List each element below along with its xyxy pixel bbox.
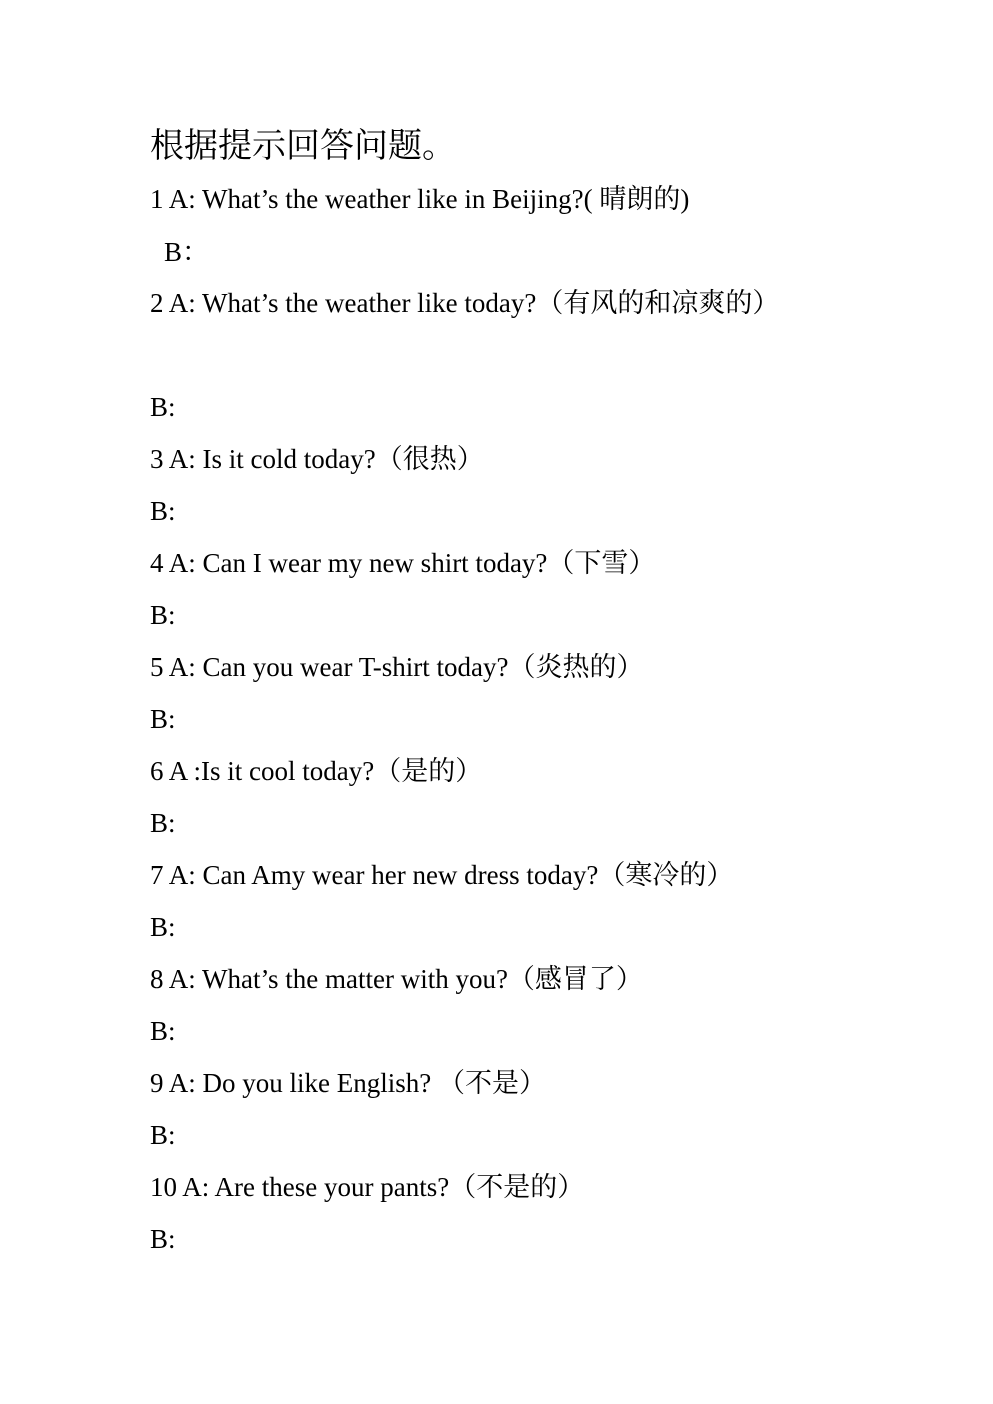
answer-9: B: [150,1120,176,1150]
answer-1: B： [164,237,210,267]
question-7: 7 A: Can Amy wear her new dress today?（寒冷的） [150,860,734,890]
answer-6: B: [150,808,176,838]
answer-3: B: [150,496,176,526]
question-10: 10 A: Are these your pants?（不是的） [150,1172,585,1202]
question-4: 4 A: Can I wear my new shirt today?（下雪） [150,548,656,578]
answer-4: B: [150,600,176,630]
answer-2: B: [150,392,176,422]
answer-7: B: [150,912,176,942]
answer-5: B: [150,704,176,734]
answer-8: B: [150,1016,176,1046]
answer-10: B: [150,1224,176,1254]
worksheet-title: 根据提示回答问题。 [150,126,456,166]
question-8: 8 A: What’s the matter with you?（感冒了） [150,964,643,994]
question-9: 9 A: Do you like English? （不是） [150,1068,546,1098]
question-2: 2 A: What’s the weather like today?（有风的和凉爽的） [150,288,780,318]
question-3: 3 A: Is it cold today?（很热） [150,444,484,474]
question-1: 1 A: What’s the weather like in Beijing?( 晴朗的) [150,184,690,214]
question-6: 6 A :Is it cool today?（是的） [150,756,483,786]
question-5: 5 A: Can you wear T-shirt today?（炎热的） [150,652,644,682]
